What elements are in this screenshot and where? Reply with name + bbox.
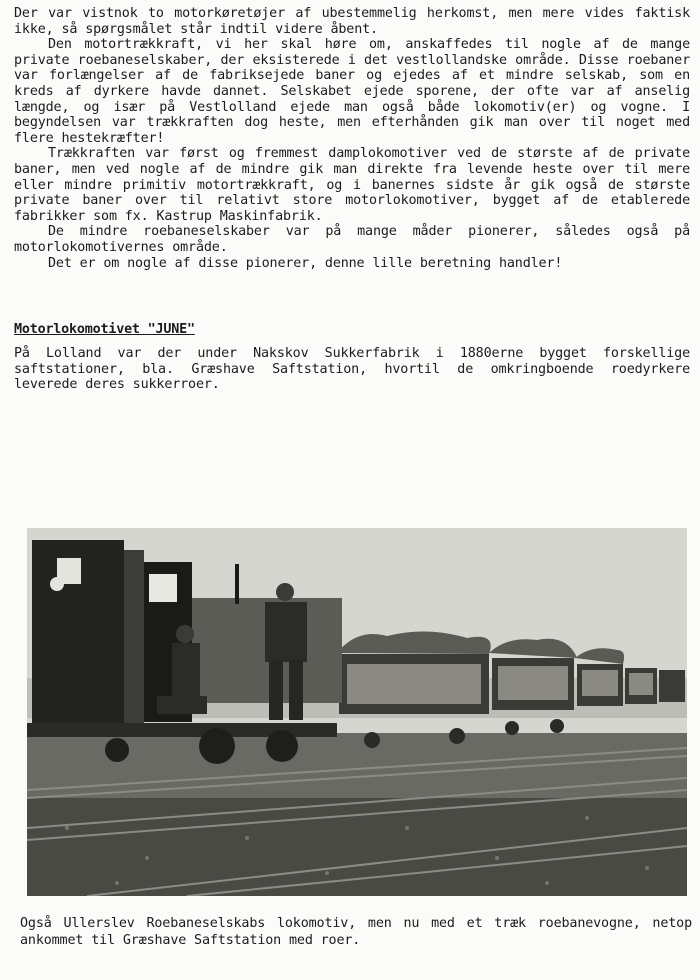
intro-paragraph: Trækkraften var først og fremmest damplokomotiver ved de største af de private baner, men ved nogle af de mindre gik man direkte fra levende heste over til mere eller mindre primitiv motortrækkraft, og i banernes sidste år gik også de største private baner over til relativt store motorlokomotiver, bygget af de etablerede fabrikker som fx. Kastrup Maskinfabrik. [14,146,690,224]
intro-paragraph: Den motortrækkraft, vi her skal høre om, anskaffedes til nogle af de mange private roebaneselskaber, der eksisterede i det vestlollandske område. Disse roebaner var forlængelser af de fabriksejede baner og ejedes af et mindre selskab, som en kreds af dyrkere havde dannet. Selskabet ejede sporene, der ofte var af anselig længde, og især på Vestlolland ejede man også både lokomotiv(er) og vogne. I begyndelsen var trækkraften dog heste, men efterhånden gik man over til noget med flere hestekræfter! [14,37,690,146]
intro-paragraph: De mindre roebaneselskaber var på mange måder pionerer, således også på motorlokomotivernes område. [14,224,690,255]
intro-text [14,6,690,271]
locomotive-photo [27,528,687,896]
photo-caption: Også Ullerslev Roebaneselskabs lokomotiv, men nu med et træk roebanevogne, netop ankommet til Græshave Saftstation med roer. [20,916,692,948]
intro-paragraph: Det er om nogle af disse pionerer, denne lille beretning handler! [48,255,563,271]
section-heading: Motorlokomotivet "JUNE" [14,322,195,337]
photo-illustration [27,528,687,896]
section-paragraph: På Lolland var der under Nakskov Sukkerfabrik i 1880erne bygget forskellige saftstationer, bla. Græshave Saftstation, hvortil de omkringboende roedyrkere leverede deres sukkerroer. [14,346,690,393]
intro-paragraph: Der var vistnok to motorkøretøjer af ubestemmelig herkomst, men mere vides faktisk ikke, så spørgsmålet står indtil videre åbent. [14,6,690,37]
foreground-ground [27,798,687,896]
